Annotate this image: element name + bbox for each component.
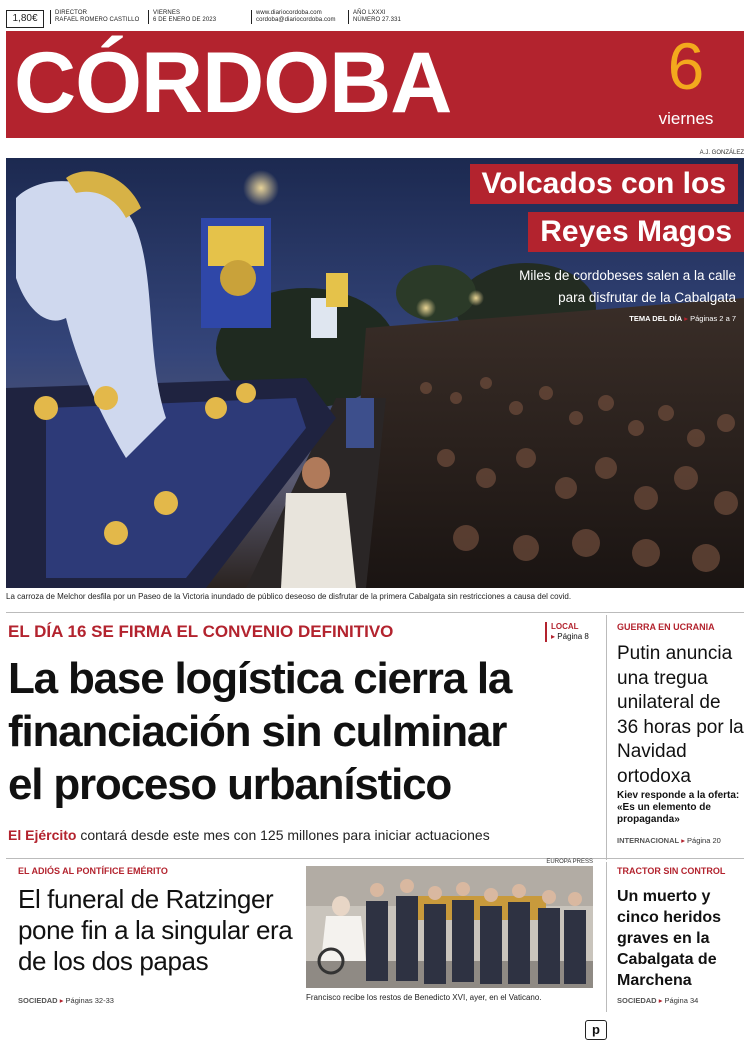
column-divider [606, 615, 607, 860]
tractor-headline[interactable]: Un muerto y cinco heridos graves en la Cabalgata de Marchena [617, 888, 722, 989]
top-info-strip [6, 8, 744, 30]
cover-section-ref[interactable] [629, 314, 736, 323]
cover-pages: Páginas 2 a 7 [690, 314, 736, 323]
pope-caption: Francisco recibe los restos de Benedicto XVI, ayer, en el Vaticano. [306, 993, 542, 1002]
vatican-photo[interactable] [306, 866, 593, 988]
pope-photo-credit: EUROPA PRESS [546, 859, 593, 865]
year: AÑO LXXXI [353, 10, 386, 16]
local-pages-line [551, 632, 589, 642]
main-subhead-rest: contará desde este mes con 125 millones para iniciar actuaciones [76, 827, 490, 843]
ukraine-section-ref[interactable] [617, 836, 721, 845]
arrow-right-icon: ▸ [551, 632, 556, 641]
divider [6, 612, 744, 613]
cover-subhead-line1: Miles de cordobeses salen a la calle [519, 268, 736, 283]
date-info [148, 10, 216, 24]
tractor-section: SOCIEDAD [617, 996, 657, 1005]
local-section-ref[interactable] [545, 622, 589, 642]
cover-subhead-line2: para disfrutar de la Cabalgata [558, 290, 736, 305]
issue-number: NÚMERO 27.331 [353, 17, 401, 23]
main-kicker: EL DÍA 16 SE FIRMA EL CONVENIO DEFINITIVO [8, 622, 394, 641]
director-name: RAFAEL ROMERO CASTILLO [55, 17, 140, 23]
main-headline-line3: el proceso urbanístico [8, 760, 452, 809]
price: 1,80€ [6, 10, 44, 28]
pope-label: EL ADIÓS AL PONTÍFICE EMÉRITO [18, 866, 168, 876]
ukraine-section: INTERNACIONAL [617, 836, 680, 845]
local-pages: Página 8 [557, 632, 589, 641]
cover-caption: La carroza de Melchor desfila por un Paseo de la Victoria inundado de público deseoso de disfrutar de la primera Cabalgata sin restricciones a causa del covid. [6, 592, 572, 601]
arrow-right-icon: ▸ [658, 996, 663, 1005]
pope-pages: Páginas 32-33 [65, 996, 114, 1005]
tractor-section-ref[interactable] [617, 996, 698, 1005]
director-info [50, 10, 139, 24]
website[interactable]: www.diariocordoba.com [256, 10, 322, 16]
issue-info [348, 10, 401, 24]
ukraine-label: GUERRA EN UCRANIA [617, 622, 715, 632]
masthead-title: CÓRDOBA [14, 35, 452, 131]
arrow-right-icon: ▸ [681, 836, 685, 845]
tractor-pages: Página 34 [664, 996, 699, 1005]
arrow-right-icon: ▸ [59, 996, 64, 1005]
cover-headline-line2[interactable]: Reyes Magos [528, 212, 744, 252]
divider [6, 858, 744, 859]
cover-headline-block-2 [528, 212, 744, 252]
pope-section-ref[interactable] [18, 996, 114, 1005]
cover-headline-block [470, 164, 739, 204]
ukraine-pages: Página 20 [687, 836, 721, 845]
tractor-label: TRACTOR SIN CONTROL [617, 866, 726, 876]
main-headline[interactable] [8, 652, 600, 811]
email[interactable]: cordoba@diariocordoba.com [256, 17, 336, 23]
director-label: DIRECTOR [55, 10, 88, 16]
column-divider [606, 862, 607, 1012]
day-number: 6 [667, 29, 705, 103]
ukraine-secondary: Kiev responde a la oferta: «Es un elemento de propaganda» [617, 790, 740, 825]
main-headline-line1: La base logística cierra la [8, 654, 512, 703]
cover-tag: TEMA DEL DÍA [629, 314, 683, 323]
publisher-logo-icon: p [585, 1020, 607, 1040]
pope-headline[interactable]: El funeral de Ratzinger pone fin a la singular era de los dos papas [18, 884, 293, 976]
vatican-photo-art [306, 866, 593, 988]
full-date: 6 DE ENERO DE 2023 [153, 17, 217, 23]
cover-headline-line1[interactable]: Volcados con los [470, 164, 739, 204]
contact-info [251, 10, 336, 24]
photo-credit: A.J. GONZÁLEZ [699, 150, 744, 156]
local-section-label: LOCAL [551, 622, 579, 631]
day-name: viernes [658, 109, 714, 128]
main-subhead-lead: El Ejército [8, 827, 77, 843]
pope-section: SOCIEDAD [18, 996, 58, 1005]
main-headline-line2: financiación sin culminar [8, 707, 507, 756]
masthead [6, 31, 744, 138]
arrow-right-icon: ▸ [684, 314, 689, 323]
weekday: VIERNES [153, 10, 181, 16]
cabalgata-photo[interactable] [6, 158, 744, 588]
ukraine-headline[interactable]: Putin anuncia una tregua unilateral de 36 horas por la Navidad ortodoxa [617, 643, 744, 787]
main-subhead [8, 826, 490, 844]
